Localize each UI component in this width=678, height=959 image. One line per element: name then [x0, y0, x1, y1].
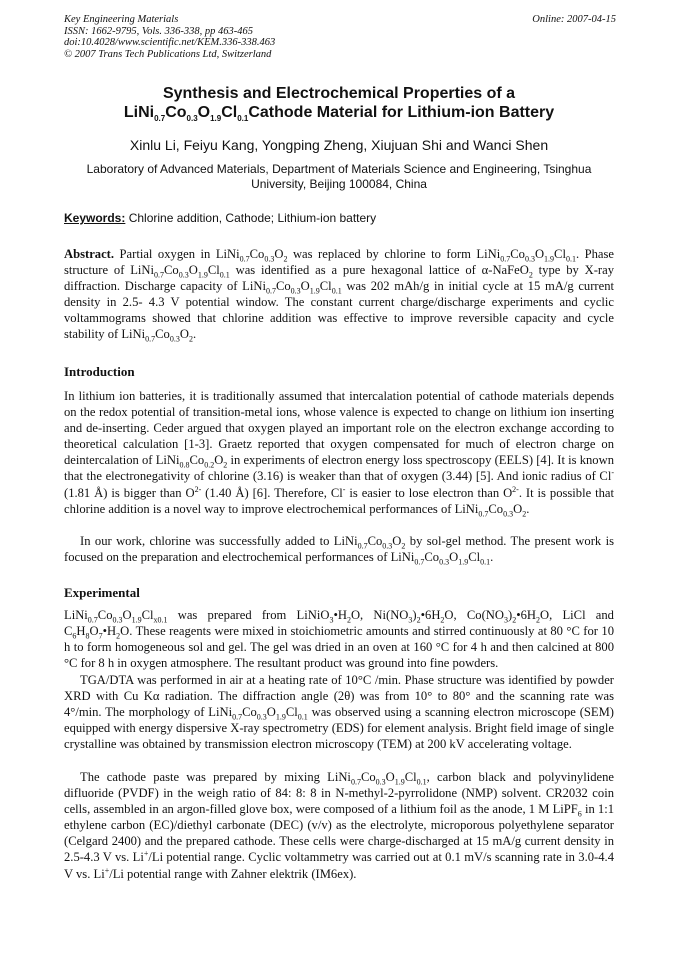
abstract: Abstract. Partial oxygen in $LiNi_{0.7}Co_{0.3}O_2$ was replaced by chlorine to form $LiNi_{0.7}Co_{0.3}O_{1.9}Cl_{0.1}$. Phase structure of $LiNi_{0.7}Co_{0.3}O_{1.9}Cl_{0.1}$ was identified as a pure hexagonal lattice of α-NaFeO$_2$ type by X-ray diffraction. Discharge capacity of $LiNi_{0.7}Co_{0.3}O_{1.9}Cl_{0.1}$ was 202 mAh/g in initial cycle at 15 mA/g current density in 2.5- 4.3 V potential window. The constant current charge/discharge experiments and cyclic voltammograms showed that chlorine addition was effective to improve reversible capacity and cycle stability of $LiNi_{0.7}Co_{0.3}O_2$.: [64, 247, 615, 344]
keywords: [64, 211, 376, 225]
journal-name: Key Engineering Materials: [64, 14, 179, 25]
paper-title: [40, 84, 638, 122]
introduction-paragraph-1: In lithium ion batteries, it is traditionally assumed that intercalation potential of cathode materials depends on the redox potential of transition-metal ions, whose valence is expected to change on lithium ion inserting and de-inserting. Ceder argued that oxygen played an important role on the electron exchange according to theoretical calculation [1-3]. Graetz reported that oxygen compensated for much of electron charge on deintercalation of $LiNi_{0.8}Co_{0.2}O_2$ in experiments of electron energy loss spectroscopy (EELS) [4]. It is known that the electronegativity of chlorine (3.16) is weaker than that of oxygen (3.44) [5]. And ionic radius of Cl- (1.81 Å) is bigger than $O^{2-}$ (1.40 Å) [6]. Therefore, Cl- is easier to lose electron than $O^{2-}$. It is possible that chlorine addition is a novel way to improve electrochemical performances of $LiNi_{0.7}Co_{0.3}O_2$.: [64, 389, 615, 519]
copyright: © 2007 Trans Tech Publications Ltd, Switzerland: [64, 48, 272, 60]
issn: ISSN: 1662-9795, Vols. 336-338, pp 463-465: [64, 25, 253, 37]
abstract-label: Abstract.: [64, 247, 115, 261]
heading-introduction: Introduction: [64, 364, 135, 379]
title-line-2: $LiNi_{0.7}Co_{0.3}O_{1.9}Cl_{0.1}Cathode$ Material for Lithium-ion Battery: [123, 104, 555, 124]
introduction-paragraph-2: In our work, chlorine was successfully added to $LiNi_{0.7}Co_{0.3}O_2$ by sol-gel method. The present work is focused on the preparation and electrochemical performances of $LiNi_{0.7}Co_{0.3}O_{1.9}Cl_{0.1}$.: [64, 534, 614, 567]
title-line-2-suffix: Cathode Material for Lithium-ion Battery: [248, 104, 555, 121]
online-date: Online: 2007-04-15: [532, 14, 616, 25]
authors: Xinlu Li, Feiyu Kang, Yongping Zheng, Xiujuan Shi and Wanci Shen: [129, 137, 549, 153]
keywords-label: Keywords:: [64, 211, 126, 225]
experimental-paragraph-1: $LiNi_{0.7}Co_{0.3}O_{1.9}Cl_{x0.1}$ was prepared from $LiNiO_3•H_2O$, $Ni(NO_3)_2•6H_2O$, $Co(NO_3)_2•6H_2O$, LiCl and $C_6H_8O_7•H_2O$. These reagents were mixed in stoichiometric amounts and stirred continuously at 80 °C for 10 h to form homogeneous sol and gel. The gel was dried in an oven at 160 °C for 4 h and then calcined at 800 °C for 8 h in oxygen atmosphere. The resultant product was ground into fine powders.: [64, 608, 614, 671]
heading-experimental: Experimental: [64, 585, 140, 600]
doi: doi:10.4028/www.scientific.net/KEM.336-338.463: [64, 37, 276, 49]
journal-header: [64, 14, 275, 60]
keywords-text: Chlorine addition, Cathode; Lithium-ion battery: [128, 211, 377, 225]
affiliation: Laboratory of Advanced Materials, Department of Materials Science and Engineering, Tsinghua University, Beijing 100084, China: [86, 162, 592, 191]
experimental-paragraph-2: TGA/DTA was performed in air at a heating rate of 10°C /min. Phase structure was identified by powder XRD with Cu Kα radiation. The diffraction angle (2θ) was from 10° to 80° and the scanning rate was 4°/min. The morphology of $LiNi_{0.7}Co_{0.3}O_{1.9}Cl_{0.1}$ was observed using a scanning electron microscope (SEM) equipped with energy dispersive X-ray spectrometry (EDS) for element analysis. Bright field image of single crystalline was obtained by transmission electron microscopy (TEM) at 200 kV accelerating voltage.: [64, 673, 614, 752]
title-line-1: Synthesis and Electrochemical Properties of a: [162, 85, 516, 102]
experimental-paragraph-3: The cathode paste was prepared by mixing $LiNi_{0.7}Co_{0.3}O_{1.9}Cl_{0.1}$, carbon black and polyvinylidene difluoride (PVDF) in the weigh ratio of 84: 8: 8 in N-methyl-2-pyrrolidone (NMP) solvent. CR2032 coin cells, assembled in an argon-filled glove box, were composed of a lithium foil as the anode, 1 M LiPF$_6$ in 1:1 ethylene carbon (EC)/diethyl carbonate (DEC) (v/v) as the electrolyte, microporous polyethylene separator (Celgard 2400) and the prepared cathode. These cells were charge-discharged at 15 mA/g current density in 2.5-4.3 V vs. Li+/Li potential range. Cyclic voltammetry was carried out at 0.1 mV/s scanning rate in 3.0-4.4 V vs. Li+/Li potential range with Zahner elektrik (IM6ex).: [64, 770, 614, 881]
